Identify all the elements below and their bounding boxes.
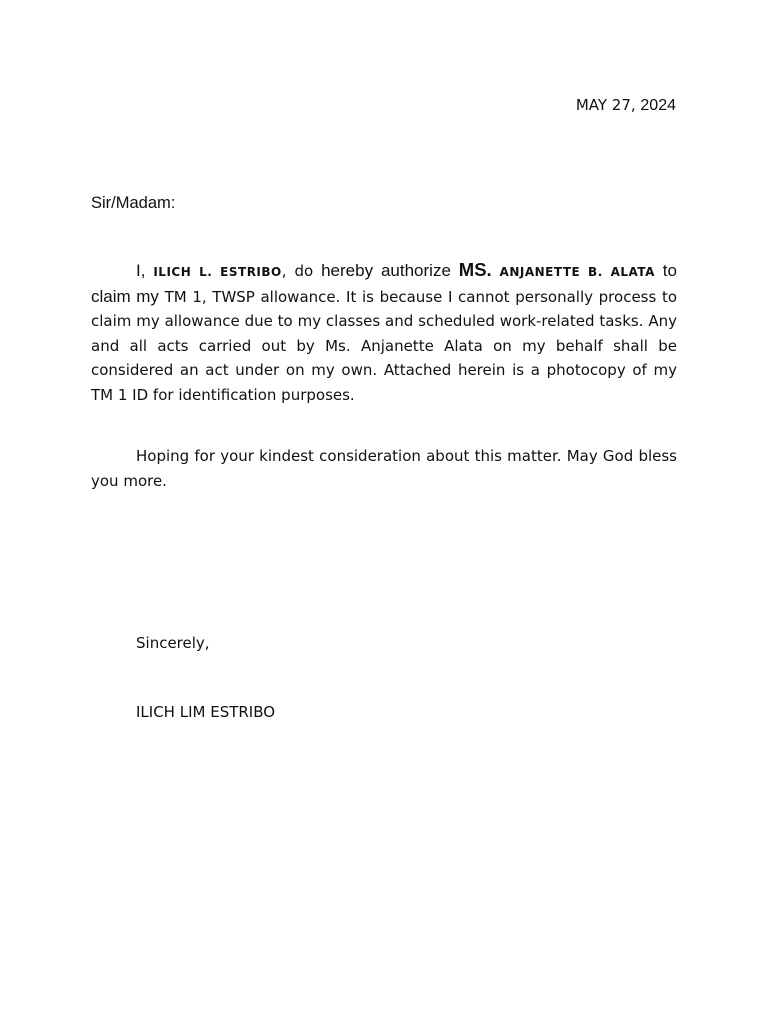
- para1-rest: TM 1, TWSP allowance. It is because I cannot personally process to claim my allowance due to my classes and scheduled work-related tasks. Any and all acts carried out by Ms. Anjanette Alata on my behalf shall be considered an act under on my own. Attached herein is a photocopy of my TM 1 ID for identification purposes.: [91, 287, 677, 404]
- closing-paragraph: [91, 444, 677, 493]
- complimentary-close: Sincerely,: [136, 634, 210, 652]
- para1-phrase2: to claim my: [91, 261, 677, 306]
- salutation: Sir/Madam:: [91, 194, 176, 212]
- authorization-paragraph: [91, 258, 677, 408]
- para1-lead: I,: [136, 261, 154, 280]
- date-year: 2024: [640, 97, 676, 114]
- letter-date: [576, 96, 676, 115]
- signer-name: ILICH LIM ESTRIBO: [136, 703, 276, 721]
- authorizer-name: ILICH L. ESTRIBO: [153, 265, 282, 279]
- para1-phrase1: hereby authorize: [321, 261, 459, 280]
- para1-mid: , do: [281, 262, 322, 280]
- authorized-name: ANJANETTE B. ALATA: [491, 265, 655, 279]
- para1-ms: MS.: [458, 259, 492, 280]
- date-month-day: MAY 27,: [575, 96, 641, 114]
- para2-text: Hoping for your kindest consideration about this matter. May God bless you more.: [91, 447, 677, 490]
